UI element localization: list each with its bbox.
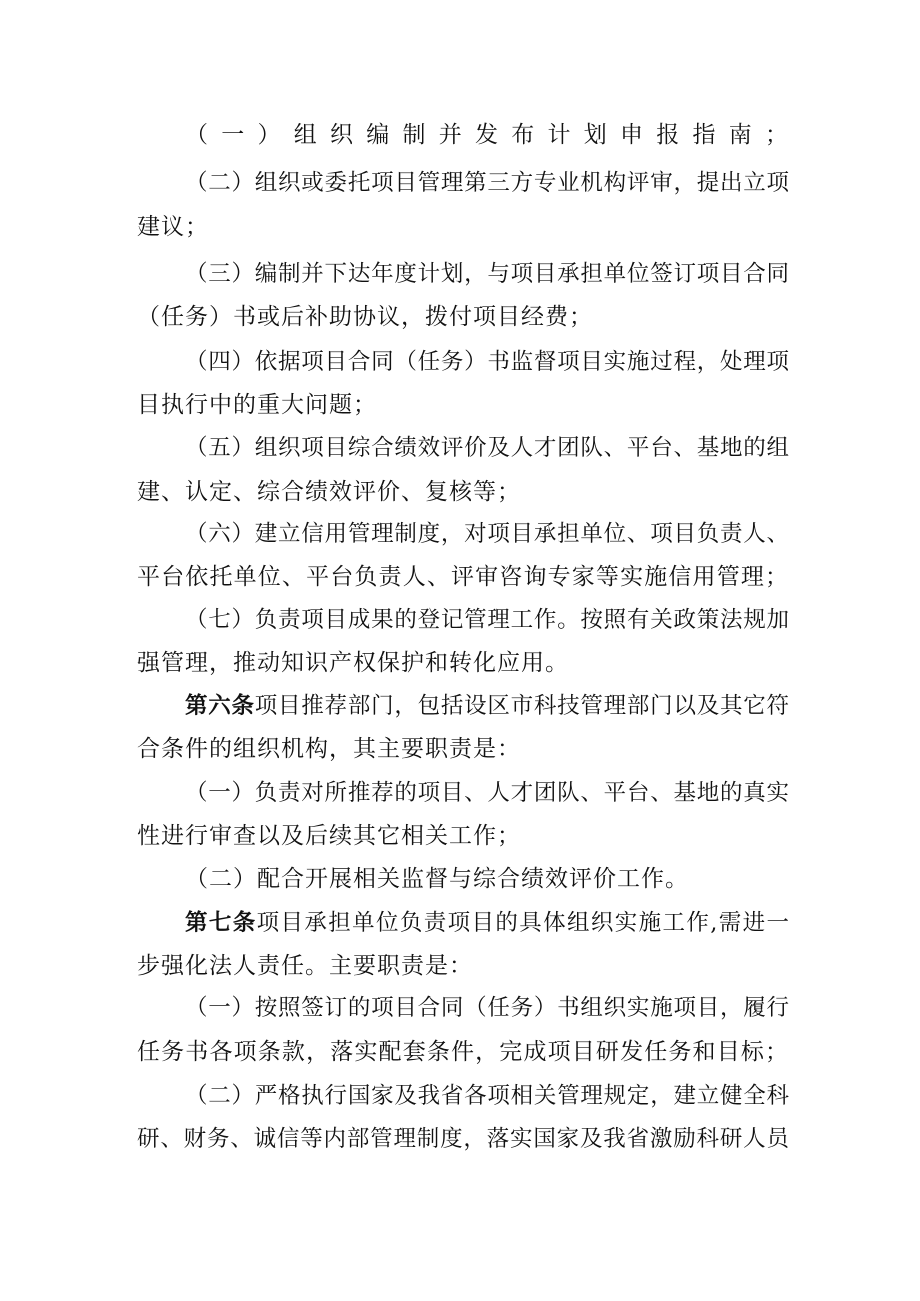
paragraph-line: 合条件的组织机构，其主要职责是： bbox=[137, 736, 521, 762]
paragraph-line: 强管理，推动知识产权保护和转化应用。 bbox=[137, 650, 569, 676]
article-7-line bbox=[185, 903, 789, 943]
article-6-heading: 第六条 bbox=[185, 693, 255, 719]
paragraph-line: 步强化法人责任。主要职责是： bbox=[137, 953, 473, 979]
paragraph-line: （五）组织项目综合绩效评价及人才团队、平台、基地的组 bbox=[185, 435, 789, 461]
paragraph-line: （三）编制并下达年度计划，与项目承担单位签订项目合同 bbox=[185, 261, 789, 287]
paragraph-line: 建、认定、综合绩效评价、复核等； bbox=[137, 479, 521, 505]
paragraph-line: （二）配合开展相关监督与综合绩效评价工作。 bbox=[185, 866, 689, 892]
paragraph-line: （二）严格执行国家及我省各项相关管理规定，建立健全科 bbox=[185, 1083, 789, 1109]
paragraph-line: （七）负责项目成果的登记管理工作。按照有关政策法规加 bbox=[185, 607, 789, 633]
article-7-text: 项目承担单位负责项目的具体组织实施工作,需进一 bbox=[256, 910, 789, 936]
paragraph-line: 建议； bbox=[137, 214, 209, 240]
paragraph-line: （一）组织编制并发布计划申报指南； bbox=[185, 122, 789, 148]
paragraph-line: （一）按照签订的项目合同（任务）书组织实施项目，履行 bbox=[185, 995, 789, 1021]
paragraph-line: （六）建立信用管理制度，对项目承担单位、项目负责人、 bbox=[185, 521, 789, 547]
article-6-text: 项目推荐部门，包括设区市科技管理部门以及其它符 bbox=[254, 693, 789, 719]
paragraph-line: （四）依据项目合同（任务）书监督项目实施过程，处理项 bbox=[185, 349, 789, 375]
paragraph-line: （任务）书或后补助协议，拨付项目经费； bbox=[137, 304, 593, 330]
paragraph-line: 性进行审查以及后续其它相关工作； bbox=[137, 823, 521, 849]
paragraph-line: （二）组织或委托项目管理第三方专业机构评审，提出立项 bbox=[185, 170, 789, 196]
article-6-line bbox=[185, 686, 789, 726]
paragraph-line: 研、财务、诚信等内部管理制度，落实国家及我省激励科研人员 bbox=[137, 1126, 789, 1152]
paragraph-line: （一）负责对所推荐的项目、人才团队、平台、基地的真实 bbox=[185, 780, 789, 806]
article-7-heading: 第七条 bbox=[185, 910, 257, 936]
paragraph-line: 平台依托单位、平台负责人、评审咨询专家等实施信用管理； bbox=[137, 564, 789, 590]
paragraph-line: 任务书各项条款，落实配套条件，完成项目研发任务和目标； bbox=[137, 1039, 789, 1065]
paragraph-line: 目执行中的重大问题； bbox=[137, 392, 377, 418]
